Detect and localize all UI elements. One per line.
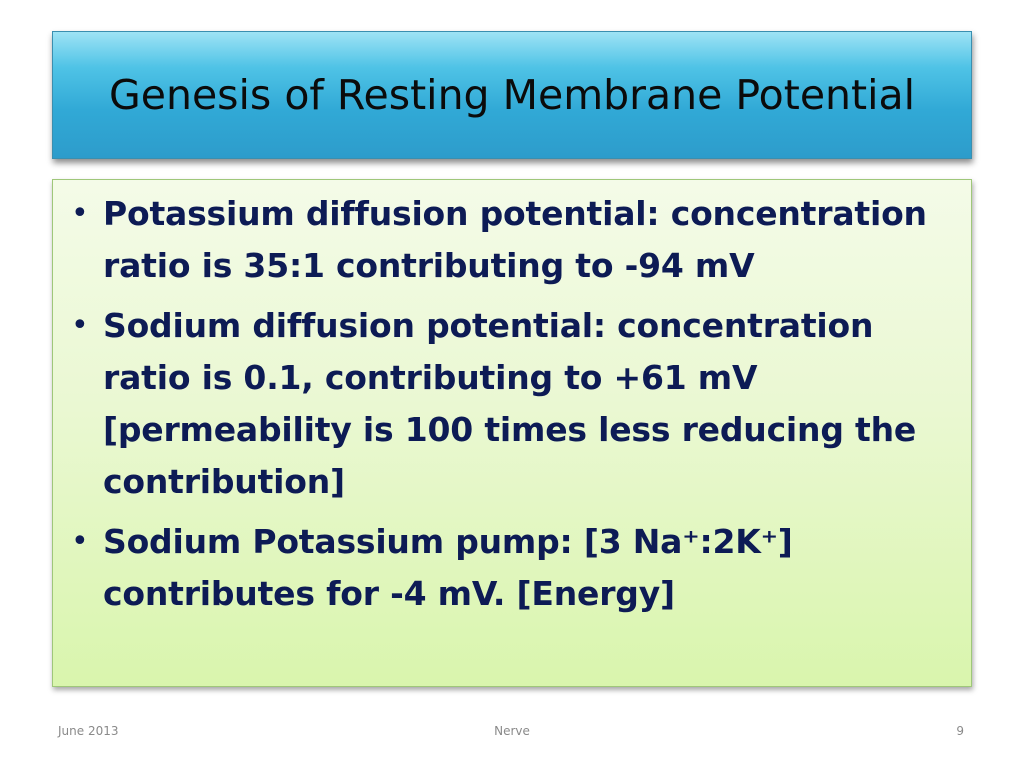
bullet-item xyxy=(69,188,955,292)
content-panel xyxy=(52,179,972,687)
bullet-text-potassium: Potassium diffusion potential: concentration ratio is 35:1 contributing to -94 mV xyxy=(103,194,927,285)
bullet-item xyxy=(69,516,955,620)
footer-topic: Nerve xyxy=(494,724,530,738)
bullet-text-pump: Sodium Potassium pump: [3 Na⁺:2K⁺] contributes for -4 mV. [Energy] xyxy=(103,522,793,613)
title-banner xyxy=(52,31,972,159)
bullet-icon: • xyxy=(71,308,89,343)
bullet-text-sodium: Sodium diffusion potential: concentration ratio is 0.1, contributing to +61 mV [permeability is 100 times less reducing the contribution] xyxy=(103,306,917,501)
bullet-list xyxy=(69,188,955,620)
bullet-icon: • xyxy=(71,524,89,559)
slide-title: Genesis of Resting Membrane Potential xyxy=(108,70,916,119)
slide-number: 9 xyxy=(956,724,964,738)
bullet-item xyxy=(69,300,955,508)
bullet-icon: • xyxy=(71,196,89,231)
footer-date: June 2013 xyxy=(58,724,119,738)
